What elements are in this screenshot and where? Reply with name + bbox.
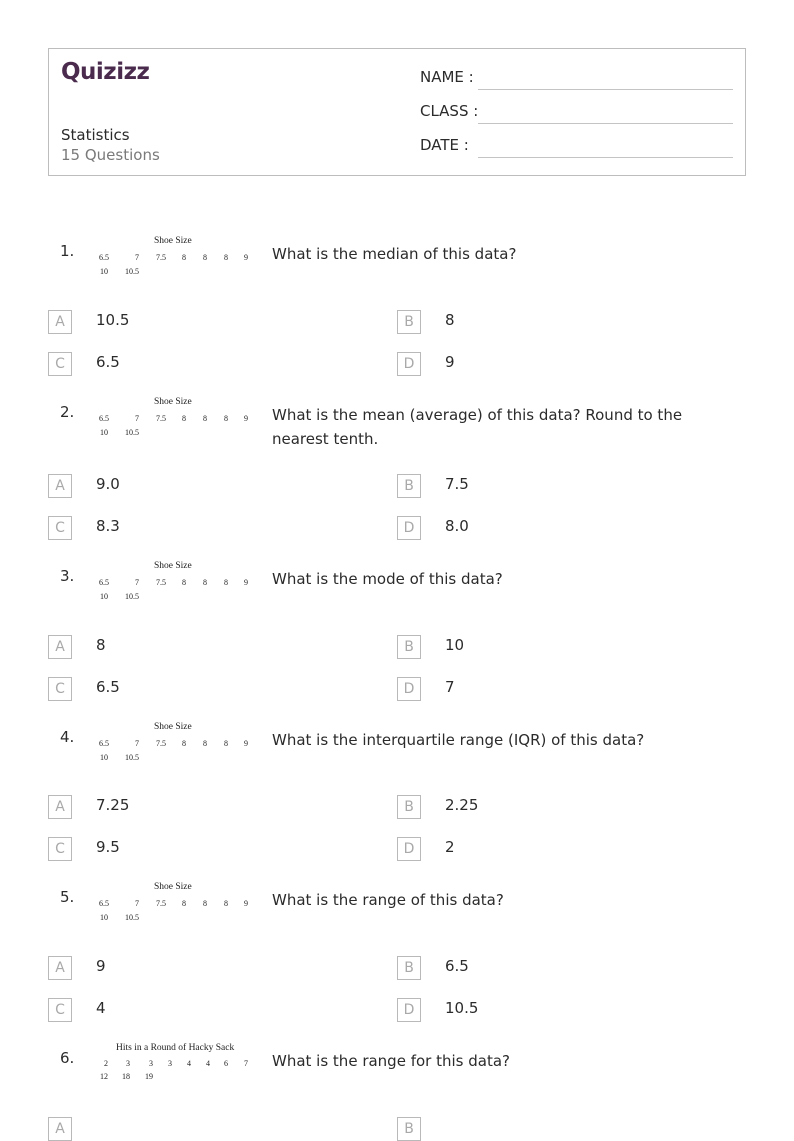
table-cell: 8: [203, 253, 207, 262]
table-cell: 7: [135, 739, 139, 748]
option-value: 6.5: [96, 353, 120, 371]
option-letter-box: C: [48, 516, 72, 540]
table-cell: 7: [135, 253, 139, 262]
table-title: Shoe Size: [154, 722, 192, 732]
option-letter-box: B: [397, 310, 421, 334]
table-title: Hits in a Round of Hacky Sack: [116, 1043, 235, 1053]
table-cell: 10.5: [125, 592, 139, 601]
table-title: Shoe Size: [154, 882, 192, 892]
table-cell: 3: [126, 1059, 130, 1068]
table-cell: 10.5: [125, 753, 139, 762]
table-cell: 8: [224, 253, 228, 262]
question-text: What is the mode of this data?: [272, 570, 503, 588]
table-cell: 6.5: [99, 899, 109, 908]
table-cell: 8: [182, 414, 186, 423]
table-cell: 10.5: [125, 428, 139, 437]
option-letter-box: A: [48, 474, 72, 498]
option-value: 10.5: [96, 311, 130, 329]
question-text: What is the range for this data?: [272, 1052, 510, 1070]
class-label: CLASS :: [420, 102, 479, 120]
data-table: [96, 1043, 256, 1093]
option-value: 10: [445, 636, 465, 654]
data-table: [96, 882, 256, 932]
table-cell: 18: [122, 1072, 130, 1081]
table-cell: 8: [182, 578, 186, 587]
option-letter-box: D: [397, 677, 421, 701]
table-cell: 8: [203, 899, 207, 908]
table-cell: 4: [206, 1059, 210, 1068]
option-letter-box: C: [48, 352, 72, 376]
table-cell: 7: [244, 1059, 248, 1068]
name-label: NAME :: [420, 68, 474, 86]
question-number: 5.: [60, 888, 75, 906]
table-cell: 9: [244, 578, 248, 587]
table-cell: 8: [224, 414, 228, 423]
worksheet-header: [48, 48, 746, 176]
table-cell: 10: [100, 428, 108, 437]
question-text: What is the median of this data?: [272, 245, 517, 263]
table-cell: 6.5: [99, 578, 109, 587]
option-letter-box: C: [48, 677, 72, 701]
question-text: What is the interquartile range (IQR) of this data?: [272, 731, 645, 749]
worksheet-title: Statistics: [61, 126, 130, 144]
table-title: Shoe Size: [154, 236, 192, 246]
table-cell: 8: [203, 578, 207, 587]
table-cell: 10: [100, 913, 108, 922]
date-line: [478, 157, 733, 158]
option-value: 9.5: [96, 838, 120, 856]
table-cell: 10: [100, 267, 108, 276]
data-table: [96, 236, 256, 286]
table-cell: 8: [203, 414, 207, 423]
option-letter-box: A: [48, 795, 72, 819]
option-value: 9.0: [96, 475, 120, 493]
option-letter-box: A: [48, 1117, 72, 1141]
table-title: Shoe Size: [154, 397, 192, 407]
name-line: [478, 89, 733, 90]
table-cell: 8: [224, 578, 228, 587]
table-cell: 8: [224, 899, 228, 908]
table-cell: 10: [100, 753, 108, 762]
table-cell: 8: [182, 899, 186, 908]
date-label: DATE :: [420, 136, 469, 154]
table-cell: 6: [224, 1059, 228, 1068]
table-cell: 9: [244, 253, 248, 262]
option-letter-box: B: [397, 795, 421, 819]
option-letter-box: C: [48, 837, 72, 861]
table-cell: 7.5: [156, 253, 166, 262]
table-cell: 8: [203, 739, 207, 748]
quizizz-logo: Quizizz: [61, 59, 150, 85]
option-value: 6.5: [445, 957, 469, 975]
option-letter-box: B: [397, 1117, 421, 1141]
option-value: 8: [445, 311, 455, 329]
table-cell: 10.5: [125, 913, 139, 922]
option-letter-box: A: [48, 635, 72, 659]
data-table: [96, 397, 256, 447]
table-cell: 6.5: [99, 253, 109, 262]
class-field[interactable]: [420, 102, 735, 124]
table-cell: 8: [182, 739, 186, 748]
table-cell: 2: [104, 1059, 108, 1068]
table-cell: 7.5: [156, 899, 166, 908]
option-value: 8.3: [96, 517, 120, 535]
table-cell: 7.5: [156, 414, 166, 423]
table-cell: 9: [244, 414, 248, 423]
table-cell: 3: [149, 1059, 153, 1068]
table-cell: 9: [244, 739, 248, 748]
table-cell: 7: [135, 414, 139, 423]
option-value: 9: [445, 353, 455, 371]
table-cell: 4: [187, 1059, 191, 1068]
question-number: 3.: [60, 567, 75, 585]
table-cell: 8: [224, 739, 228, 748]
option-value: 10.5: [445, 999, 479, 1017]
question-number: 4.: [60, 728, 75, 746]
option-letter-box: B: [397, 956, 421, 980]
option-value: 2.25: [445, 796, 479, 814]
option-letter-box: A: [48, 956, 72, 980]
table-title: Shoe Size: [154, 561, 192, 571]
option-letter-box: D: [397, 837, 421, 861]
question-number: 1.: [60, 242, 75, 260]
option-value: 7.5: [445, 475, 469, 493]
question-number: 6.: [60, 1049, 75, 1067]
option-value: 7: [445, 678, 455, 696]
question-text: What is the mean (average) of this data? Round to the nearest tenth.: [272, 406, 683, 448]
question-number: 2.: [60, 403, 75, 421]
table-cell: 3: [168, 1059, 172, 1068]
option-value: 8: [96, 636, 106, 654]
option-letter-box: A: [48, 310, 72, 334]
option-letter-box: D: [397, 516, 421, 540]
option-value: 9: [96, 957, 106, 975]
option-value: 4: [96, 999, 106, 1017]
class-line: [478, 123, 733, 124]
table-cell: 10: [100, 592, 108, 601]
option-value: 8.0: [445, 517, 469, 535]
data-table: [96, 561, 256, 611]
option-value: 7.25: [96, 796, 130, 814]
option-letter-box: B: [397, 474, 421, 498]
table-cell: 7: [135, 899, 139, 908]
name-field[interactable]: [420, 68, 735, 90]
date-field[interactable]: [420, 136, 735, 158]
option-value: 2: [445, 838, 455, 856]
option-letter-box: D: [397, 998, 421, 1022]
option-letter-box: D: [397, 352, 421, 376]
data-table: [96, 722, 256, 772]
question-text: What is the range of this data?: [272, 891, 504, 909]
table-cell: 7: [135, 578, 139, 587]
table-cell: 7.5: [156, 739, 166, 748]
table-cell: 8: [182, 253, 186, 262]
table-cell: 6.5: [99, 414, 109, 423]
option-letter-box: B: [397, 635, 421, 659]
table-cell: 9: [244, 899, 248, 908]
table-cell: 7.5: [156, 578, 166, 587]
table-cell: 19: [145, 1072, 153, 1081]
table-cell: 10.5: [125, 267, 139, 276]
table-cell: 6.5: [99, 739, 109, 748]
option-letter-box: C: [48, 998, 72, 1022]
option-value: 6.5: [96, 678, 120, 696]
question-count: 15 Questions: [61, 146, 160, 164]
table-cell: 12: [100, 1072, 108, 1081]
